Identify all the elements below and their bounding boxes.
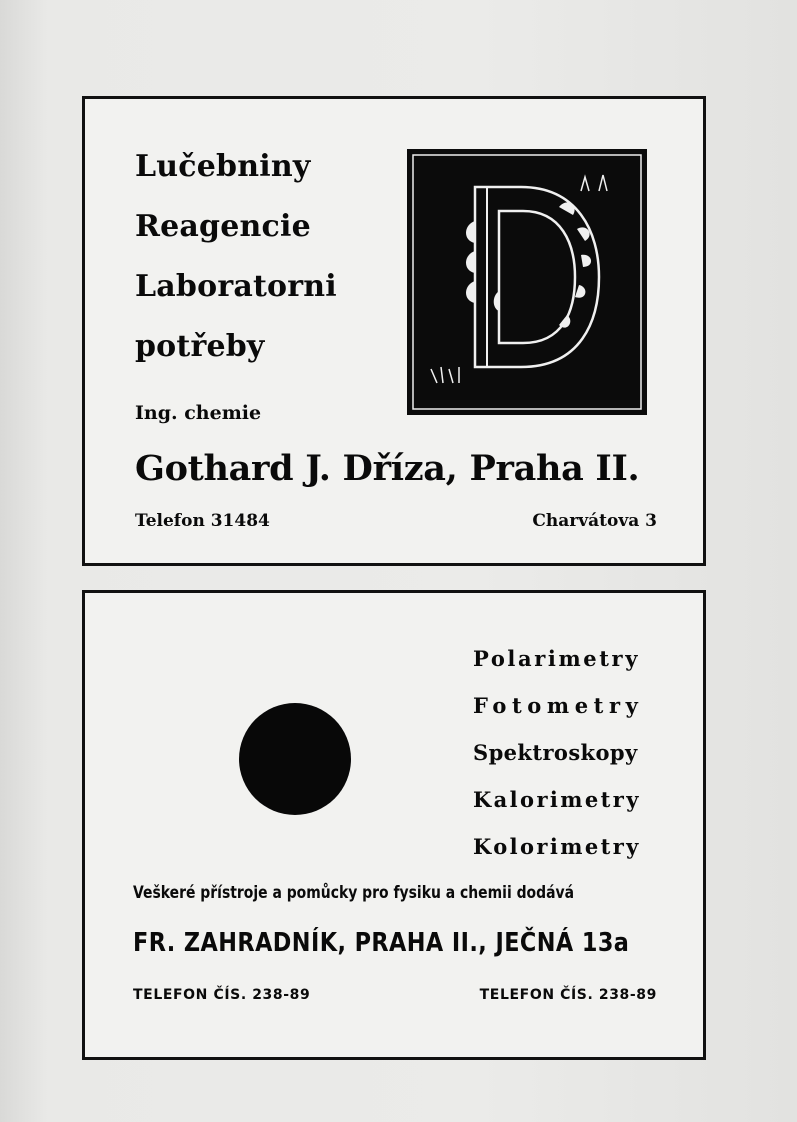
- advertisement-chemicals: [82, 96, 706, 566]
- street-address: Charvátova 3: [532, 511, 657, 531]
- product-polarimetry: Polarimetry: [473, 646, 641, 671]
- phone-number: Telefon 31484: [135, 511, 270, 531]
- black-circle-emblem: [239, 703, 351, 815]
- product-line-4: potřeby: [135, 329, 265, 364]
- advertisement-instruments: [82, 590, 706, 1060]
- d-monogram-icon: [409, 151, 645, 413]
- product-fotometry: Fotometry: [473, 693, 644, 718]
- logo-d-emblem: [407, 149, 647, 415]
- product-kolorimetry: Kolorimetry: [473, 834, 641, 859]
- product-line-3: Laboratorni: [135, 269, 337, 304]
- product-line-1: Lučebniny: [135, 149, 311, 184]
- product-line-2: Reagencie: [135, 209, 311, 244]
- profession-label: Ing. chemie: [135, 402, 262, 424]
- supply-statement: Veškeré přístroje a pomůcky pro fysiku a chemii dodává: [133, 883, 575, 903]
- phone-right: TELEFON ČÍS. 238-89: [479, 987, 657, 1003]
- firm-name: Gothard J. Dříza, Praha II.: [135, 448, 640, 489]
- firm-address-line: FR. ZAHRADNÍK, PRAHA II., JEČNÁ 13a: [133, 928, 630, 958]
- product-kalorimetry: Kalorimetry: [473, 787, 641, 812]
- product-spektroskopy: Spektroskopy: [473, 740, 638, 765]
- phone-left: TELEFON ČÍS. 238-89: [133, 987, 311, 1003]
